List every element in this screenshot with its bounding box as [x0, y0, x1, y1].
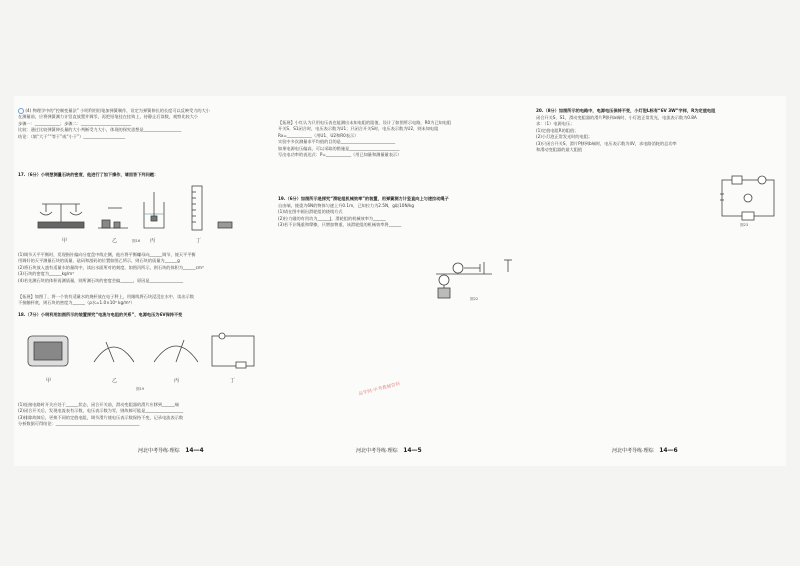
right-page-number: 14—6 [659, 447, 678, 454]
q19-line-1: 自由端，使重为6N的物体匀速上升0.1m，已知拉力为2.5N，g取10N/kg [278, 203, 415, 208]
q17-label-yi: 乙 [112, 238, 118, 244]
q20-line-2: 求：（1）电源电压； [536, 121, 575, 127]
q17-line-5: (4)若先测石块的体积再测质量，则所测石块的密度会偏______，原因是________________ [18, 277, 184, 283]
watermark-stamp: 品学网·中考教辅资料 [358, 381, 402, 398]
q19-line-4: (3)若不计绳重和摩擦，只增加物重，该滑轮组的机械效率将______ [278, 222, 402, 228]
middle-footer [356, 448, 422, 454]
q20-line-1: 闭合开关S、S1，滑动变阻器的滑片P移到a端时，小灯泡正常发光，电流表示数为0.8A [536, 115, 697, 120]
q17-ext-line-1: 【拓展】如图丁，将一个装有适量水的烧杯放在电子秤上，用细线将石块浸没在水中，读出示数 [18, 294, 194, 299]
q16-line-4: 比较：通过比较弹簧伸长量的大小判断受力大小，体现的探究思想是__________________ [18, 127, 182, 133]
q17-label-bing: 丙 [150, 238, 156, 244]
q20-fig-caption: 图23 [740, 223, 749, 227]
q18-line-4: 分析数据可得结论：________________________________________ [18, 421, 140, 427]
q18-fig-caption: 图19 [136, 387, 145, 391]
mid-line-4: 实验中多次测量求平均值的目的是__________________________ [278, 139, 396, 145]
exam-sheet [14, 96, 786, 466]
q20-line-4: (2)小灯泡正常发光时的电阻； [536, 134, 593, 140]
q19-line-3: (2)拉力做的有用功为______J，滑轮组的机械效率为______ [278, 215, 386, 221]
mid-line-5: 如果电源电压偏高，可以采取的措施是________________________ [278, 145, 400, 151]
q17-figure [32, 182, 252, 248]
q18-line-1: (1)连接电路时开关应处于______状态，闭合开关前，滑动变阻器的滑片应移到______端 [18, 402, 179, 407]
left-footer [138, 448, 204, 454]
q17-head: 17.（6分）小明想测量石块的密度，他进行了如下操作，请回答下列问题： [18, 172, 159, 177]
q20-circuit-figure [718, 174, 780, 228]
q17-line-1: (1)调节天平平衡时，发现指针偏向分度盘中线左侧，他应将平衡螺母向______调节，使天平平衡 [18, 252, 196, 257]
q16-line-1: (4) 物理学中的“控制变量法” 小明利用铅笔加弹簧制作，设定为弹簧伸长的长度可以反映受力的大小 [18, 108, 262, 114]
q18-label-bing: 丙 [174, 378, 180, 384]
q17-label-jia: 甲 [62, 238, 68, 244]
mid-line-1: 【拓展】小红认为只用电压表也能测出未知电阻的阻值，设计了如图所示电路，R0为已知电阻 [278, 120, 452, 125]
q17-label-ding: 丁 [196, 238, 202, 244]
q20-body [536, 115, 780, 153]
q17-line-4: (3)石块的密度为______kg/m³ [18, 271, 74, 277]
q18-label-ding: 丁 [230, 378, 236, 384]
q19-body [278, 203, 526, 229]
right-footer [612, 448, 678, 454]
q17-line-2: 用调好的天平测量石块的质量，砝码和游码的位置如图乙所示，则石块的质量为______g [18, 258, 180, 264]
q17-extension [18, 294, 262, 307]
q16-tail [18, 108, 262, 140]
q19-head: 19.（6分）如图所示是探究“滑轮组机械效率”的装置，用弹簧测力计竖直向上匀速拉动绳子 [278, 196, 449, 201]
middle-page-number: 14—5 [403, 447, 422, 454]
q18-body [18, 402, 262, 428]
q19-figure [434, 256, 524, 304]
right-footer-text: 河北中考导练·理综 [612, 448, 654, 454]
q16-line-3: 步骤一：____________；步骤二：________________________ [18, 120, 132, 126]
q19-line-2: (1)请在图中画出滑轮组的绕线方式 [278, 209, 343, 215]
middle-footer-text: 河北中考导练·理综 [356, 448, 398, 454]
left-page-number: 14—4 [185, 447, 204, 454]
q16-line-5: 结论：（填“大于”“等于”或“小于”）____________________ [18, 133, 126, 139]
q18-head: 18.（7分）小明利用如图所示的装置探究“电流与电阻的关系”，电源电压为6V保持不变 [18, 312, 183, 317]
mid-line-3: Rx=____________（用U1、U2和R0表示） [278, 132, 359, 138]
q17-fig-caption: 图16 [132, 239, 141, 243]
q17-body [18, 252, 262, 284]
q18-label-yi: 乙 [112, 378, 118, 384]
q19-fig-caption: 图22 [470, 297, 479, 301]
q20-line-5: (3)只闭合开关S，滑片P移到b端时，电压表示数为4V，求电路消耗的总功率 [536, 140, 677, 146]
right-page [536, 96, 780, 466]
q20-line-6: 和滑动变阻器的最大阻值 [536, 147, 583, 153]
q18-line-3: (3)排除故障后，更换不同的定值电阻，调节滑片使电压表示数保持不变，记录电流表示数 [18, 414, 184, 420]
left-footer-text: 河北中考导练·理综 [138, 448, 180, 454]
q18-label-jia: 甲 [46, 378, 52, 384]
q17-line-3: (2)将石块放入盛有适量水的量筒中，读出水面所对的刻度，如图丙所示，则石块的体积为______cm³ [18, 264, 204, 270]
left-page [18, 96, 262, 466]
q18-figure [24, 322, 260, 394]
middle-page [278, 96, 526, 466]
q20-line-3: (1)定值电阻R的阻值； [536, 127, 579, 133]
q16-line-2: 在测量前，应将弹簧测力计竖直放置并调零，再把铅笔挂在挂钩上，待静止后读数，观察比较大小 [18, 114, 199, 120]
mid-line-6: 写出电功率的表达式：P=____________（用已知量和测量量表示） [278, 152, 402, 158]
mid-line-2: 开关S、S1闭合时，电压表示数为U1；只闭合开关S时，电压表示数为U2，则未知电阻 [278, 126, 439, 132]
q17-ext-line-2: 不接触杯底，则石块的密度为______（ρ水=1.0×10³ kg/m³） [18, 300, 135, 306]
circle-bullet-icon [18, 108, 24, 114]
q18-line-2: (2)闭合开关后，发现电流表有示数，电压表示数为零，则故障可能是__________________ [18, 408, 184, 414]
q20-head: 20.（8分）如图所示的电路中，电源电压保持不变，小灯泡L标有“6V 3W”字样，R为定值电阻 [536, 108, 716, 113]
middle-top-block [278, 120, 526, 158]
